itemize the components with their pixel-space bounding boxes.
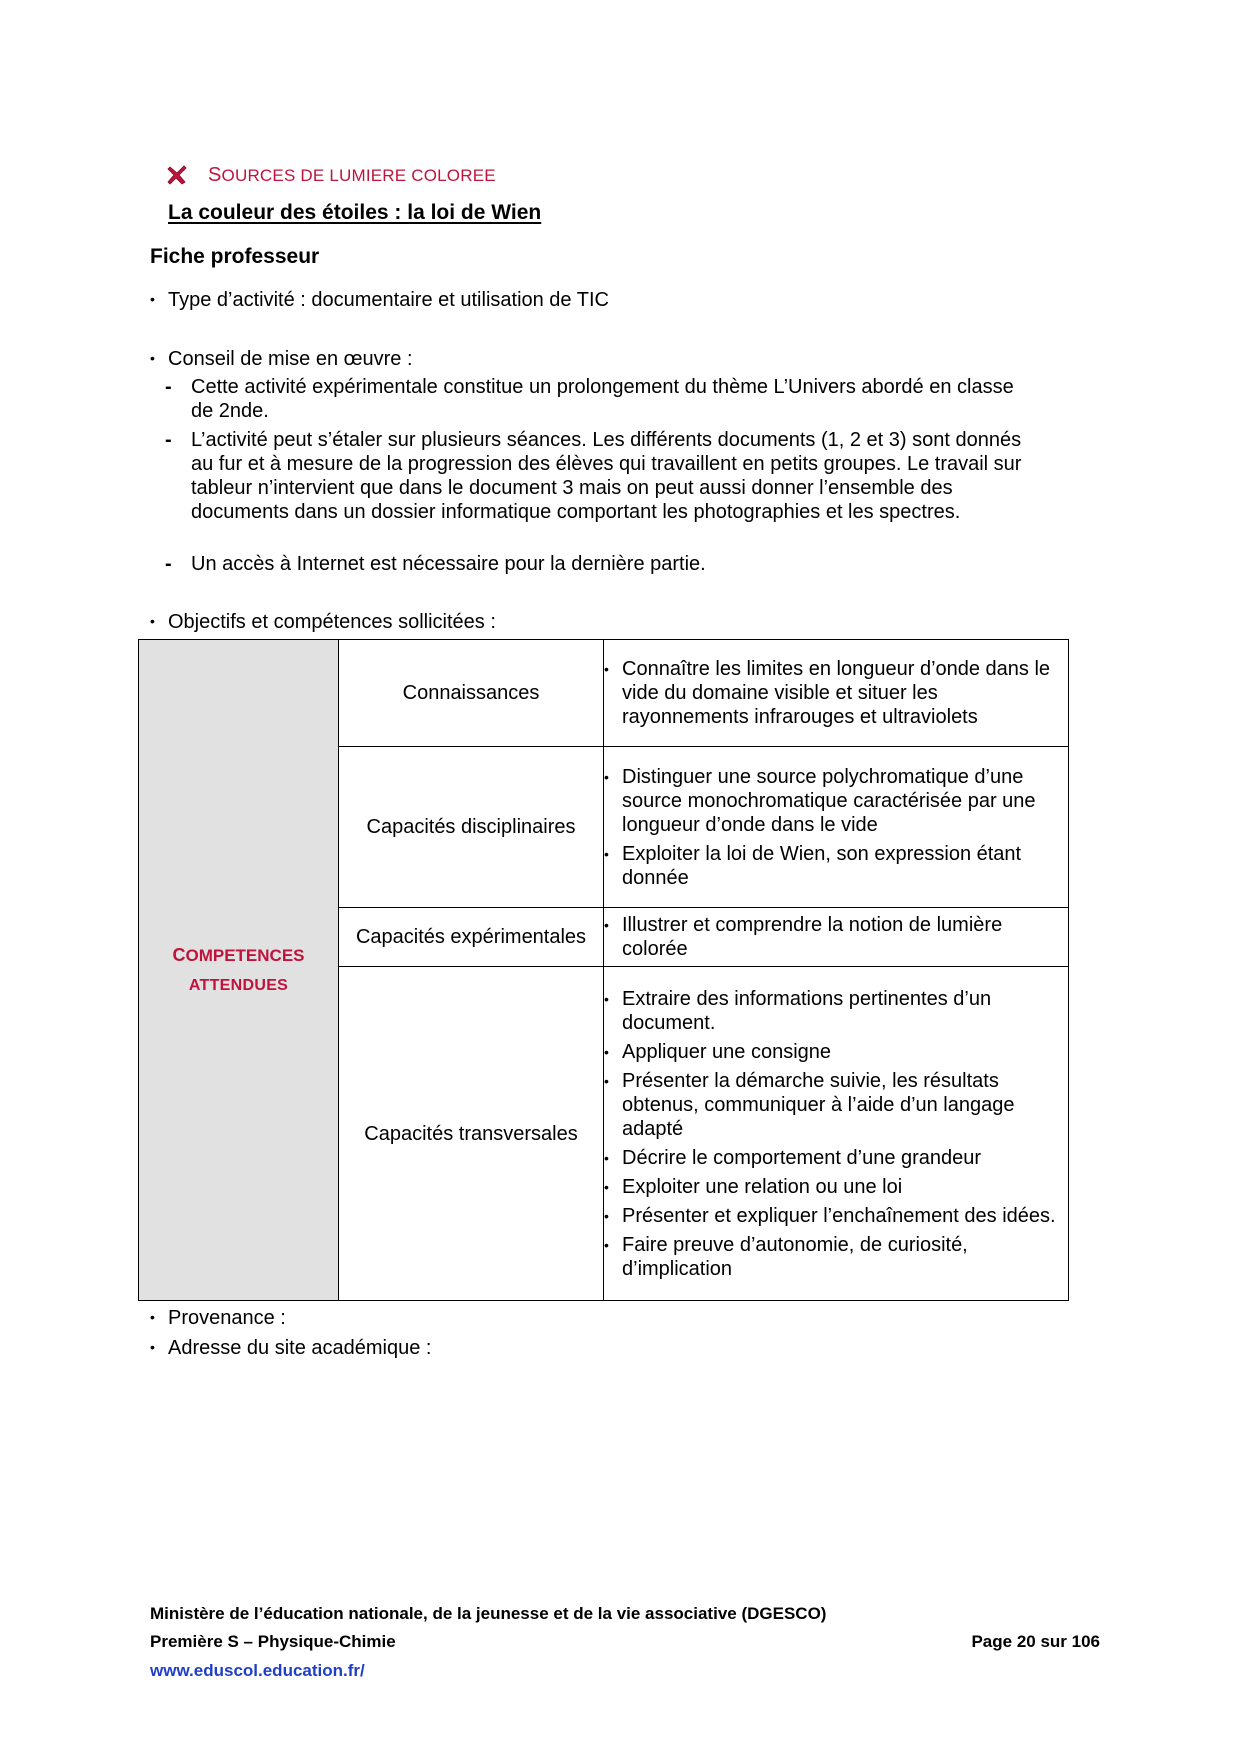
footer-course: Première S – Physique-Chimie <box>150 1632 396 1651</box>
attendues-label: ATTENDUES <box>188 976 289 994</box>
adresse-line <box>150 1337 432 1360</box>
items-cell <box>604 640 1069 747</box>
category-cell: Capacités disciplinaires <box>339 747 604 908</box>
bullet-icon: • <box>150 350 155 366</box>
list-item: • Extraire des informations pertinentes d’un document. <box>604 987 992 1034</box>
competences-table <box>138 639 1069 1301</box>
category-cell: Capacités expérimentales <box>339 908 604 967</box>
dash-icon: - <box>165 553 172 575</box>
list-item: • Présenter la démarche suivie, les résultats obtenus, communiquer à l’aide d’un langage adapté <box>604 1069 1015 1140</box>
conseil-line <box>150 348 413 371</box>
bullet-icon: • <box>150 291 155 307</box>
list-item: • Présenter et expliquer l’enchaînement des idées. <box>604 1204 1056 1227</box>
items-cell <box>604 747 1069 908</box>
footer-url-link[interactable]: www.eduscol.education.fr/ <box>150 1661 365 1680</box>
list-item: • Faire preuve d’autonomie, de curiosité, d’implication <box>604 1233 968 1280</box>
category-cell: Connaissances <box>339 640 604 747</box>
adresse-label: Adresse du site académique : <box>168 1337 432 1359</box>
list-item: • Appliquer une consigne <box>604 1040 832 1063</box>
list-item: • Connaître les limites en longueur d’onde dans le vide du domaine visible et situer les rayonnements infrarouges et ultraviolets <box>604 658 1051 728</box>
category-cell: Capacités transversales <box>339 967 604 1301</box>
items-cell <box>604 967 1069 1301</box>
competences-label-cell <box>139 640 339 1301</box>
table-row <box>139 640 1069 747</box>
list-item: • Distinguer une source polychromatique d’une source monochromatique caractérisée par une longueur d’onde dans le vide <box>604 765 1036 836</box>
list-item: • Exploiter la loi de Wien, son expression étant donnée <box>604 842 1022 889</box>
footer-page-number: Page 20 sur 106 <box>971 1632 1100 1651</box>
objectifs-line <box>150 611 496 634</box>
list-item: • Exploiter une relation ou une loi <box>604 1175 903 1198</box>
competences-label: COMPETENCES <box>172 944 305 965</box>
red-cross-icon <box>166 164 188 186</box>
provenance-label: Provenance : <box>168 1307 286 1329</box>
dash-icon: - <box>165 376 172 398</box>
section-heading-text: SOURCES DE LUMIERE COLOREE <box>208 163 496 186</box>
section-heading <box>166 162 496 188</box>
type-activite-text: Type d’activité : documentaire et utilisation de TIC <box>168 289 609 311</box>
fiche-label: Fiche professeur <box>150 245 320 268</box>
footer-ministry: Ministère de l’éducation nationale, de la jeunesse et de la vie associative (DGESCO) <box>150 1604 827 1623</box>
provenance-line <box>150 1307 286 1330</box>
bullet-icon: • <box>150 1339 155 1355</box>
items-cell <box>604 908 1069 967</box>
document-title: La couleur des étoiles : la loi de Wien <box>168 201 542 224</box>
bullet-icon: • <box>150 613 155 629</box>
dash-icon: - <box>165 429 172 451</box>
type-activite-line <box>150 289 609 312</box>
list-item: • Illustrer et comprendre la notion de lumière colorée <box>604 914 1003 960</box>
bullet-icon: • <box>150 1309 155 1325</box>
conseil-item: - L’activité peut s’étaler sur plusieurs séances. Les différents documents (1, 2 et 3) sont donnés au fur et à mesure de la progression des élèves qui travaillent en petits groupes. Le travail sur tableur n’intervient que dans le document 3 mais on peut aussi donner l’ensemble des documents dans un dossier informatique comportant les photographies et les spectres. <box>165 429 1022 523</box>
list-item: • Décrire le comportement d’une grandeur <box>604 1146 982 1169</box>
conseil-item: - Cette activité expérimentale constitue un prolongement du thème L’Univers abordé en classe de 2nde. <box>165 376 1014 422</box>
objectifs-label: Objectifs et compétences sollicitées : <box>168 611 496 633</box>
conseil-label: Conseil de mise en œuvre : <box>168 348 413 370</box>
conseil-item: - Un accès à Internet est nécessaire pour la dernière partie. <box>165 553 706 575</box>
